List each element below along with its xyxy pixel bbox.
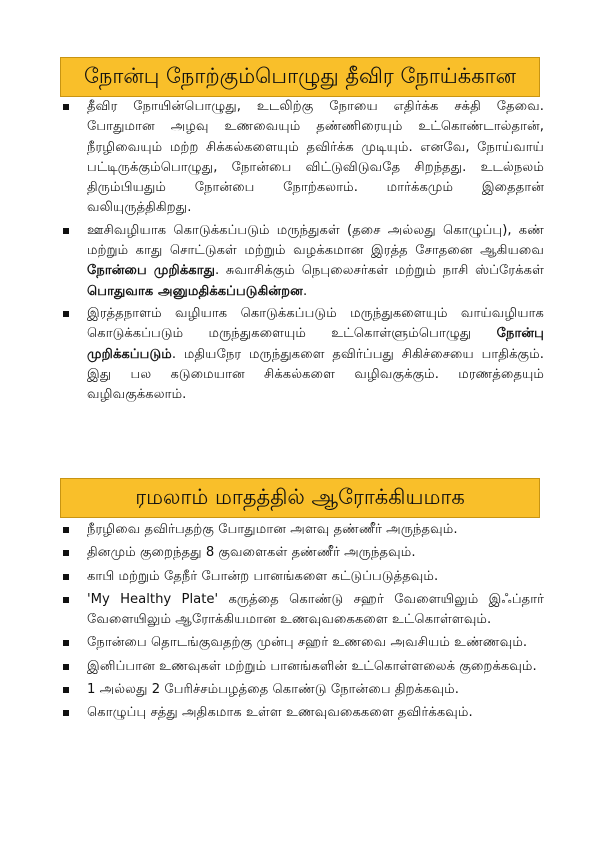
item-text: . [302,283,308,299]
item-text: இனிப்பான உணவுகள் மற்றும் பானங்களின் உட்கொள்ளலைக் குறைக்கவும். [87,658,537,674]
item-emphasis: நோன்பு முறிக்கப்படும் [87,326,544,362]
item-text: காபி மற்றும் தேநீர் போன்ற பானங்களை கட்டுப்படுத்தவும். [87,568,439,584]
healthy-ramadan-list [60,520,544,727]
list-item [60,221,544,302]
square-bullet-icon [63,527,69,533]
item-text: . சுவாசிக்கும் நெபுலைசர்கள் மற்றும் நாசி ஸ்ப்ரேக்கள் [215,263,544,279]
list-item [60,680,544,700]
section-title-healthy-ramadan: ரமலாம் மாதத்தில் ஆரோக்கியமாக [60,478,540,518]
list-item [60,703,544,723]
square-bullet-icon [63,687,69,693]
square-bullet-icon [63,597,69,603]
square-bullet-icon [63,228,69,234]
square-bullet-icon [63,574,69,580]
item-emphasis: பொதுவாக அனுமதிக்கப்படுகின்றன [87,283,303,299]
section-title-fasting-illness: நோன்பு நோற்கும்பொழுது தீவிர நோய்க்கான [60,57,540,97]
list-item [60,97,544,219]
list-item [60,590,544,631]
square-bullet-icon [63,311,69,317]
item-text: . மதியநேர மருந்துகளை தவிர்ப்பது சிகிச்சையை பாதிக்கும். இது பல கடுமையான சிக்கல்களை வழிவகுக்கும். மரணத்தையும் வழிவகுக்கலாம். [87,346,544,403]
square-bullet-icon [63,640,69,646]
square-bullet-icon [63,710,69,716]
list-item [60,520,544,540]
item-text: நோன்பை தொடங்குவதற்கு முன்பு சஹர் உணவை அவசியம் உண்ணவும். [87,635,528,651]
list-item [60,543,544,563]
list-item [60,567,544,587]
square-bullet-icon [63,550,69,556]
list-item [60,304,544,405]
item-text: தினமும் குறைந்தது 8 குவளைகள் தண்ணீர் அருந்தவும். [87,545,416,561]
item-text: கொழுப்பு சத்து அதிகமாக உள்ள உணவுவகைகளை தவிர்க்கவும். [87,705,473,721]
fasting-illness-list [60,97,544,407]
item-text: இரத்தநாளம் வழியாக கொடுக்கப்படும் மருந்துகளையும் வாய்வழியாக கொடுக்கப்படும் மருந்துகளையும் உட்கொள்ளும்பொழுது [87,305,544,342]
item-text: 'My Healthy Plate' கருத்தை கொண்டு சஹர் வேளையிலும் இஃப்தார் வேளையிலும் ஆரோக்கியமான உணவுவகைகளை உட்கொள்ளவும். [87,591,544,628]
item-emphasis: நோன்பை முறிக்காது [87,263,216,279]
item-text: ஊசிவழியாக கொடுக்கப்படும் மருந்துகள் (தசை அல்லது கொழுப்பு), கண் மற்றும் காது சொட்டுகள் மற்றும் வழக்கமான இரத்த சோதனை ஆகியவை [87,222,544,259]
item-text: 1 அல்லது 2 பேரிச்சம்பழத்தை கொண்டு நோன்பை திறக்கவும். [87,682,459,698]
square-bullet-icon [63,664,69,670]
list-item [60,657,544,677]
list-item [60,633,544,653]
item-text: தீவிர நோயின்பொழுது, உடலிற்கு நோயை எதிர்க்க சக்தி தேவை. போதுமான அழவு உணவையும் தண்ணிரையும் உட்கொண்டால்தான், நீரழிவையும் மற்ற சிக்கல்களையும் தவிர்க்க முடியும். எனவே, நோய்வாய் பட்டிருக்கும்பொழுது, நோன்பை விட்டுவிடுவதே சிறந்தது. உடல்நலம் திரும்பியதும் நோன்பை நோற்கலாம். மார்க்கமும் இதைதான் வலியுருத்திகிறது. [87,99,544,216]
item-text: நீரழிவை தவிர்பதற்கு போதுமான அளவு தண்ணீர் அருந்தவும். [87,522,458,537]
square-bullet-icon [63,104,69,110]
